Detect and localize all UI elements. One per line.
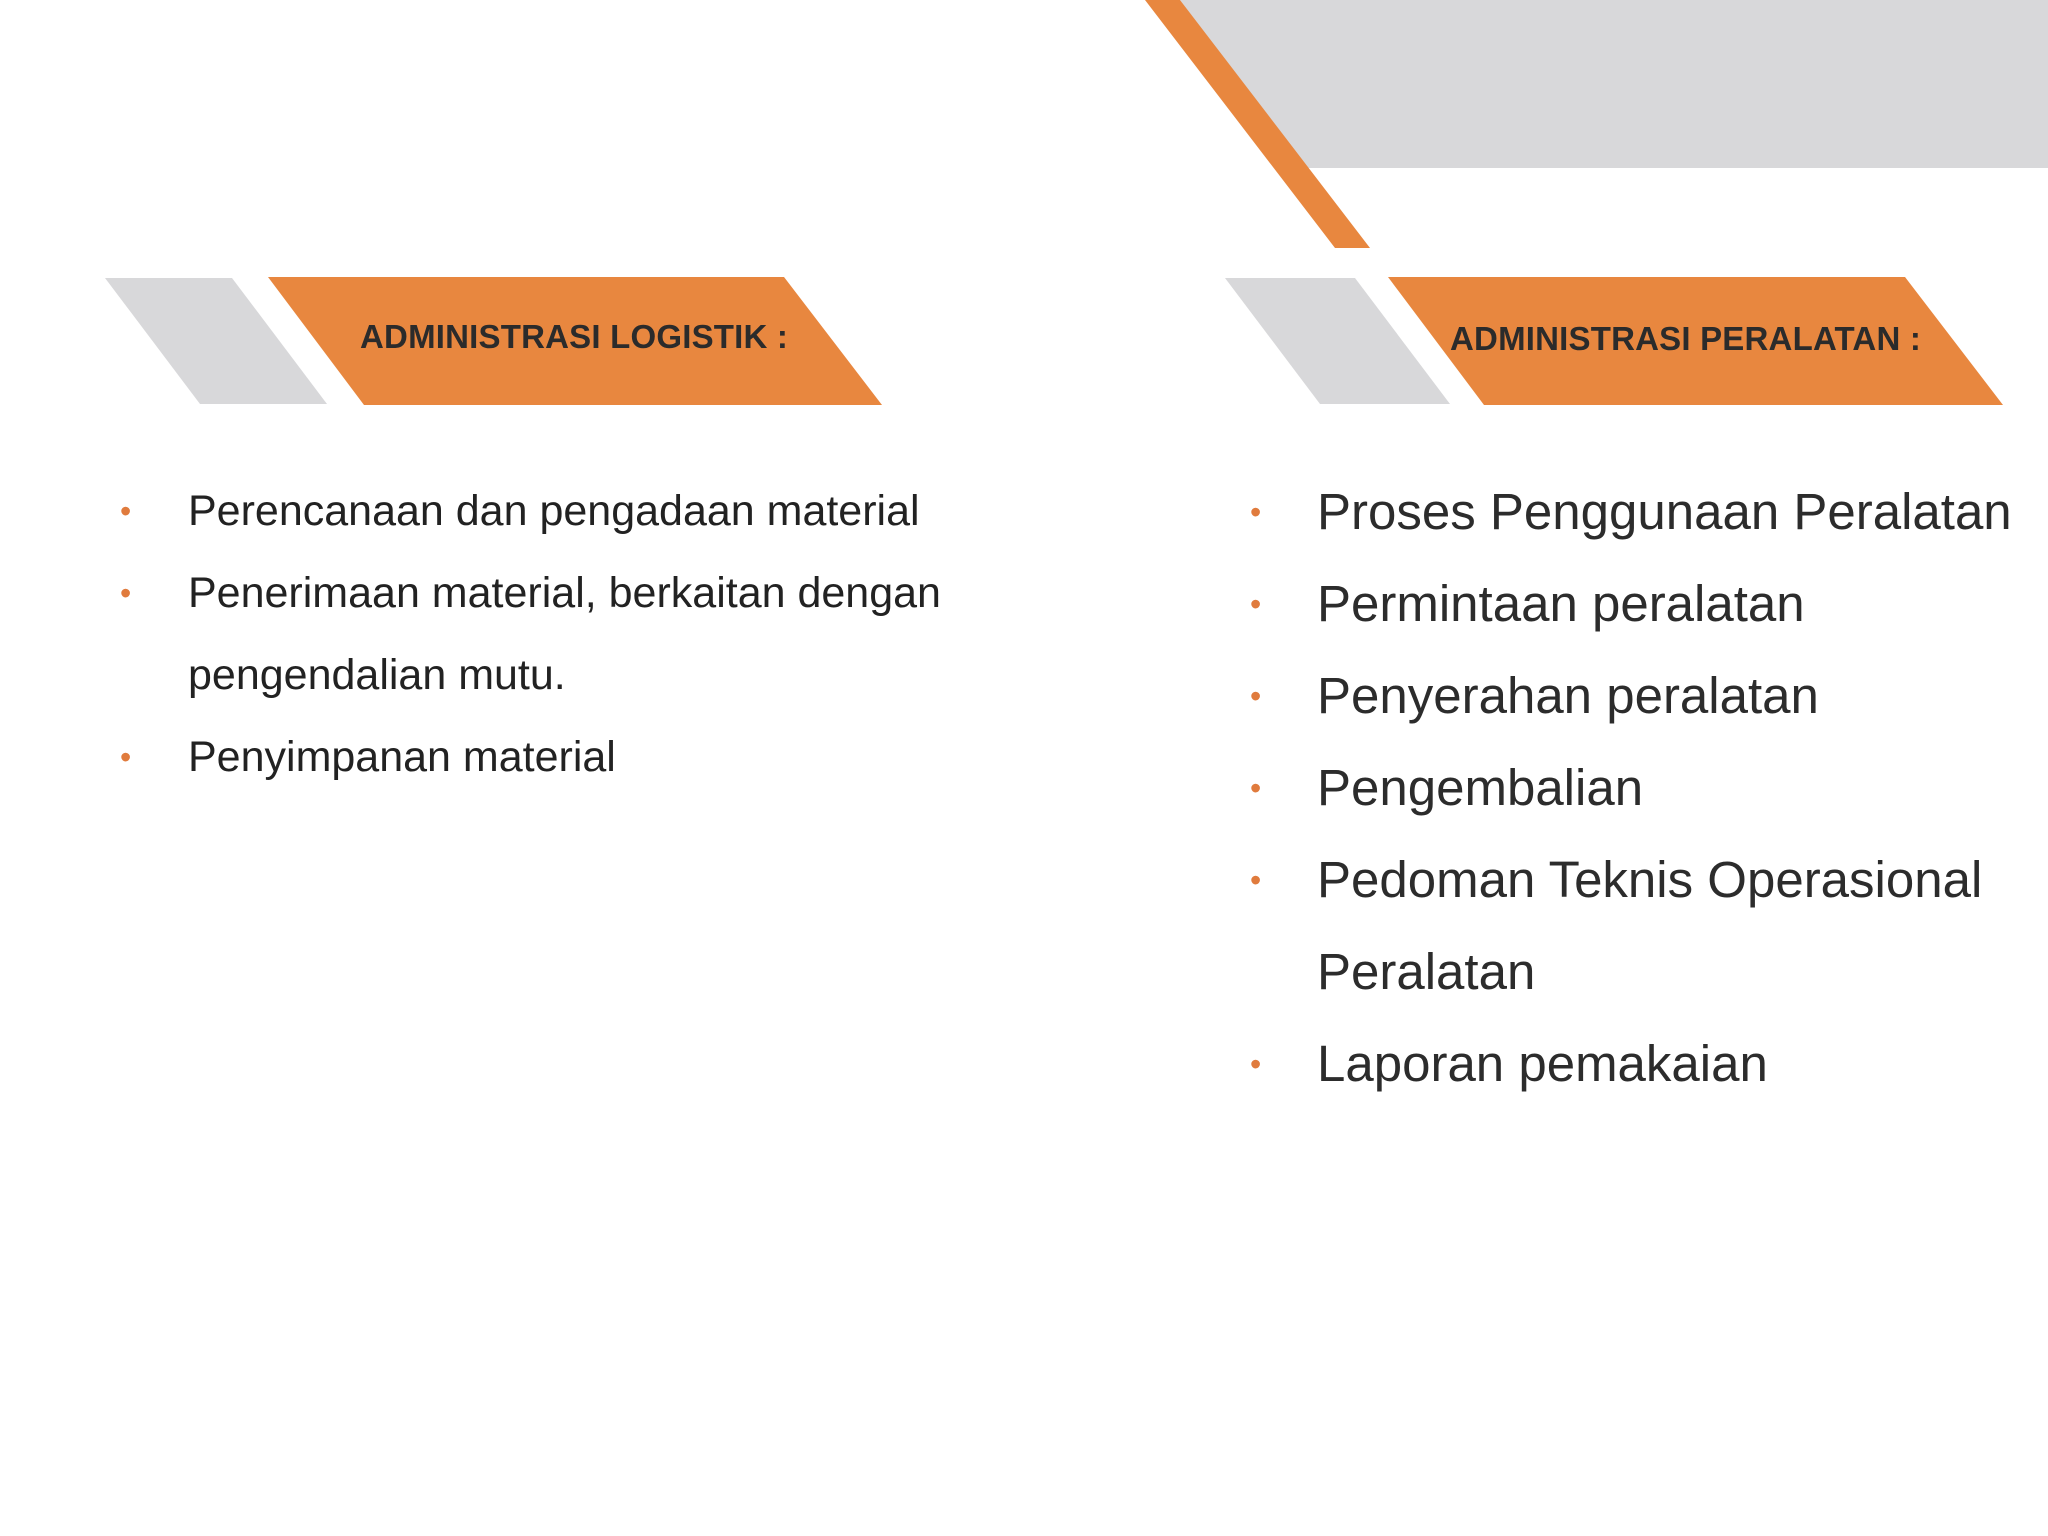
right-section-heading: ADMINISTRASI PERALATAN : [1450, 320, 1922, 357]
list-item-text: Pengembalian [1317, 759, 1644, 816]
list-item [1250, 1018, 2040, 1110]
top-gray-band [1180, 0, 2048, 168]
bullet-icon: • [1250, 678, 1262, 714]
list-item-text: Laporan pemakaian [1317, 1035, 1768, 1092]
list-item [1250, 742, 2040, 834]
bullet-icon: • [120, 739, 132, 775]
list-item [1250, 558, 2040, 650]
list-item-text: Permintaan peralatan [1317, 575, 1805, 632]
left-section-heading: ADMINISTRASI LOGISTIK : [360, 318, 789, 355]
bullet-icon: • [1250, 1046, 1262, 1082]
bullet-icon: • [1250, 586, 1262, 622]
bullet-icon: • [1250, 494, 1262, 530]
list-item [1250, 834, 2040, 1018]
list-item-text: Penyimpanan material [188, 733, 616, 781]
bullet-icon: • [1250, 770, 1262, 806]
right-bullet-list [1250, 466, 2040, 1110]
list-item [120, 470, 1040, 552]
list-item [1250, 650, 2040, 742]
list-item-text: Pedoman Teknis Operasional Peralatan [1317, 851, 1983, 1000]
bullet-icon: • [1250, 862, 1262, 898]
list-item [1250, 466, 2040, 558]
bullet-icon: • [120, 493, 132, 529]
list-item [120, 716, 1040, 798]
list-item-text: Penerimaan material, berkaitan dengan pengendalian mutu. [188, 569, 941, 699]
bullet-icon: • [120, 575, 132, 611]
list-item-text: Proses Penggunaan Peralatan [1317, 483, 2012, 540]
list-item-text: Perencanaan dan pengadaan material [188, 487, 920, 535]
list-item-text: Penyerahan peralatan [1317, 667, 1819, 724]
list-item [120, 552, 1040, 716]
left-bullet-list [120, 470, 1040, 798]
